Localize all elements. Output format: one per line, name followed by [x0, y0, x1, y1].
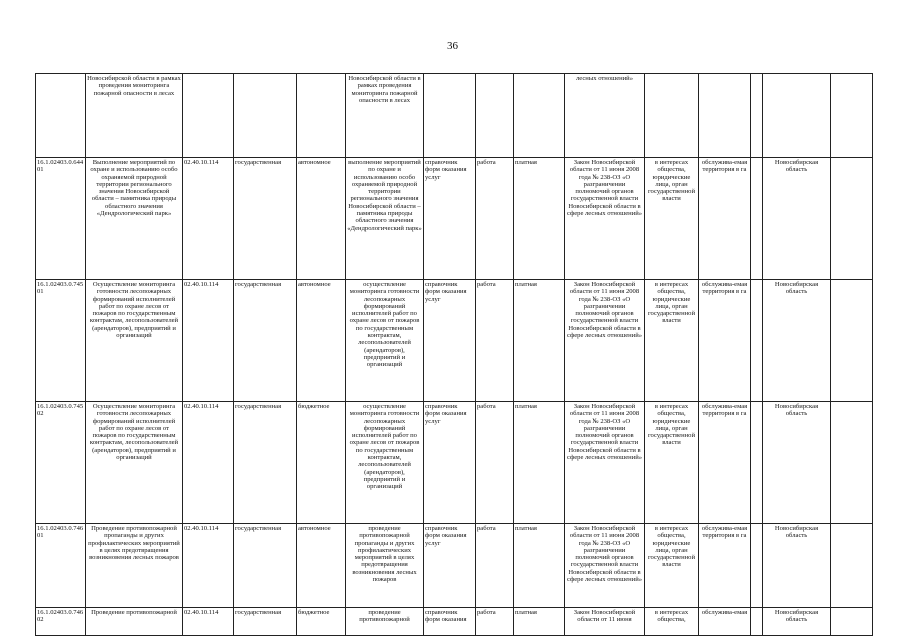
cell-blank	[751, 280, 763, 402]
cell-content: Новосибирской области в рамках проведения мониторинга пожарной опасности в лесах	[346, 74, 424, 158]
cell-law: Закон Новосибирской области от 11 июня	[565, 608, 645, 636]
cell-region: Новосибирская область	[763, 524, 831, 608]
cell-blank	[831, 74, 873, 158]
cell-code: 16.1.02403.0.74602	[36, 608, 86, 636]
cell-classifier: справочник форм оказания услуг	[424, 402, 476, 524]
cell-kind: работа	[476, 524, 514, 608]
cell-region: Новосибирская область	[763, 280, 831, 402]
cell-kind	[476, 74, 514, 158]
cell-level: государственная	[234, 402, 297, 524]
cell-blank	[751, 402, 763, 524]
cell-level: государственная	[234, 524, 297, 608]
cell-name: Осуществление мониторинга готовности лесопожарных формирований исполнителей работ по охране лесов от пожаров по государственным контрактам, лесопользователей (арендаторов), предприятий и организаций	[86, 402, 183, 524]
cell-payment	[514, 74, 565, 158]
cell-content: осуществление мониторинга готовности лесопожарных формирований исполнителей работ по охране лесов от пожаров по государственным контрактам, лесопользователей (арендаторов), предприятий и организаций	[346, 402, 424, 524]
cell-code: 16.1.02403.0.64401	[36, 158, 86, 280]
table-row	[36, 280, 873, 402]
cell-type: бюджетное	[297, 608, 346, 636]
cell-classifier	[424, 74, 476, 158]
cell-level: государственная	[234, 158, 297, 280]
cell-payment: платная	[514, 608, 565, 636]
cell-measure	[699, 74, 751, 158]
cell-measure: обслужива-емая	[699, 608, 751, 636]
table-row	[36, 608, 873, 636]
cell-kind: работа	[476, 402, 514, 524]
cell-region: Новосибирская область	[763, 158, 831, 280]
cell-classifier: справочник форм оказания услуг	[424, 524, 476, 608]
cell-type: автономное	[297, 280, 346, 402]
cell-law: Закон Новосибирской области от 11 июня 2008 года № 238-ОЗ «О разграничении полномочий органов государственной власти Новосибирской области в сфере лесных отношений»	[565, 524, 645, 608]
cell-measure: обслужива-емая территория в га	[699, 402, 751, 524]
cell-classifier: справочник форм оказания услуг	[424, 280, 476, 402]
cell-content: осуществление мониторинга готовности лесопожарных формирований исполнителей работ по охране лесов от пожаров по государственным контрактам, лесопользователей (арендаторов), предприятий и организаций	[346, 280, 424, 402]
cell-law: Закон Новосибирской области от 11 июня 2008 года № 238-ОЗ «О разграничении полномочий органов государственной власти Новосибирской области в сфере лесных отношений»	[565, 280, 645, 402]
cell-payment: платная	[514, 280, 565, 402]
registry-table-body	[36, 74, 873, 636]
cell-name: Выполнение мероприятий по охране и использованию особо охраняемой природной территории регионального значения Новосибирской области – памятника природы областного значения «Дендрологический парк»	[86, 158, 183, 280]
cell-blank	[831, 524, 873, 608]
cell-measure: обслужива-емая территория в га	[699, 158, 751, 280]
cell-kind: работа	[476, 280, 514, 402]
table-row	[36, 74, 873, 158]
cell-code: 16.1.02403.0.74502	[36, 402, 86, 524]
cell-payment: платная	[514, 524, 565, 608]
cell-region	[763, 74, 831, 158]
cell-classifier: справочник форм оказания	[424, 608, 476, 636]
cell-name: Проведение противопожарной пропаганды и других профилактических мероприятий в целях предотвращения возникновения лесных пожаров	[86, 524, 183, 608]
cell-name: Новосибирской области в рамках проведения мониторинга пожарной опасности в лесах	[86, 74, 183, 158]
cell-classifier: справочник форм оказания услуг	[424, 158, 476, 280]
cell-level: государственная	[234, 280, 297, 402]
cell-blank	[751, 74, 763, 158]
cell-kind: работа	[476, 608, 514, 636]
cell-code	[36, 74, 86, 158]
cell-blank	[751, 158, 763, 280]
cell-interest	[645, 74, 699, 158]
cell-okved	[183, 74, 234, 158]
table-row	[36, 524, 873, 608]
cell-content: выполнение мероприятий по охране и использованию особо охраняемой природной территории регионального значения Новосибирской области – памятника природы областного значения «Дендрологический парк»	[346, 158, 424, 280]
cell-content: проведение противопожарной	[346, 608, 424, 636]
cell-interest: в интересах общества, юридические лица, орган государственной власти	[645, 158, 699, 280]
cell-code: 16.1.02403.0.74501	[36, 280, 86, 402]
cell-level: государственная	[234, 608, 297, 636]
table-row	[36, 402, 873, 524]
cell-name: Проведение противопожарной	[86, 608, 183, 636]
cell-blank	[831, 280, 873, 402]
cell-interest: в интересах общества, юридические лица, орган государственной власти	[645, 280, 699, 402]
cell-level	[234, 74, 297, 158]
cell-type	[297, 74, 346, 158]
cell-type: бюджетное	[297, 402, 346, 524]
cell-law: Закон Новосибирской области от 11 июня 2008 года № 238-ОЗ «О разграничении полномочий органов государственной власти Новосибирской области в сфере лесных отношений»	[565, 402, 645, 524]
cell-payment: платная	[514, 158, 565, 280]
cell-region: Новосибирская область	[763, 402, 831, 524]
cell-okved: 02.40.10.114	[183, 280, 234, 402]
cell-payment: платная	[514, 402, 565, 524]
cell-interest: в интересах общества,	[645, 608, 699, 636]
cell-law: лесных отношений»	[565, 74, 645, 158]
cell-type: автономное	[297, 158, 346, 280]
cell-content: проведение противопожарной пропаганды и других профилактических мероприятий в целях предотвращения возникновения лесных пожаров	[346, 524, 424, 608]
cell-blank	[751, 608, 763, 636]
cell-blank	[831, 158, 873, 280]
cell-code: 16.1.02403.0.74601	[36, 524, 86, 608]
cell-kind: работа	[476, 158, 514, 280]
cell-okved: 02.40.10.114	[183, 524, 234, 608]
cell-blank	[751, 524, 763, 608]
cell-okved: 02.40.10.114	[183, 402, 234, 524]
cell-okved: 02.40.10.114	[183, 158, 234, 280]
cell-okved: 02.40.10.114	[183, 608, 234, 636]
table-row	[36, 158, 873, 280]
cell-name: Осуществление мониторинга готовности лесопожарных формирований исполнителей работ по охране лесов от пожаров по государственным контрактам, лесопользователей (арендаторов), предприятий и организаций	[86, 280, 183, 402]
cell-blank	[831, 608, 873, 636]
registry-table	[35, 73, 873, 636]
cell-type: автономное	[297, 524, 346, 608]
cell-blank	[831, 402, 873, 524]
cell-law: Закон Новосибирской области от 11 июня 2008 года № 238-ОЗ «О разграничении полномочий органов государственной власти Новосибирской области в сфере лесных отношений»	[565, 158, 645, 280]
cell-measure: обслужива-емая территория в га	[699, 280, 751, 402]
cell-region: Новосибирская область	[763, 608, 831, 636]
page-number: 36	[447, 40, 458, 52]
cell-interest: в интересах общества, юридические лица, орган государственной власти	[645, 524, 699, 608]
cell-interest: в интересах общества, юридические лица, орган государственной власти	[645, 402, 699, 524]
cell-measure: обслужива-емая территория в га	[699, 524, 751, 608]
